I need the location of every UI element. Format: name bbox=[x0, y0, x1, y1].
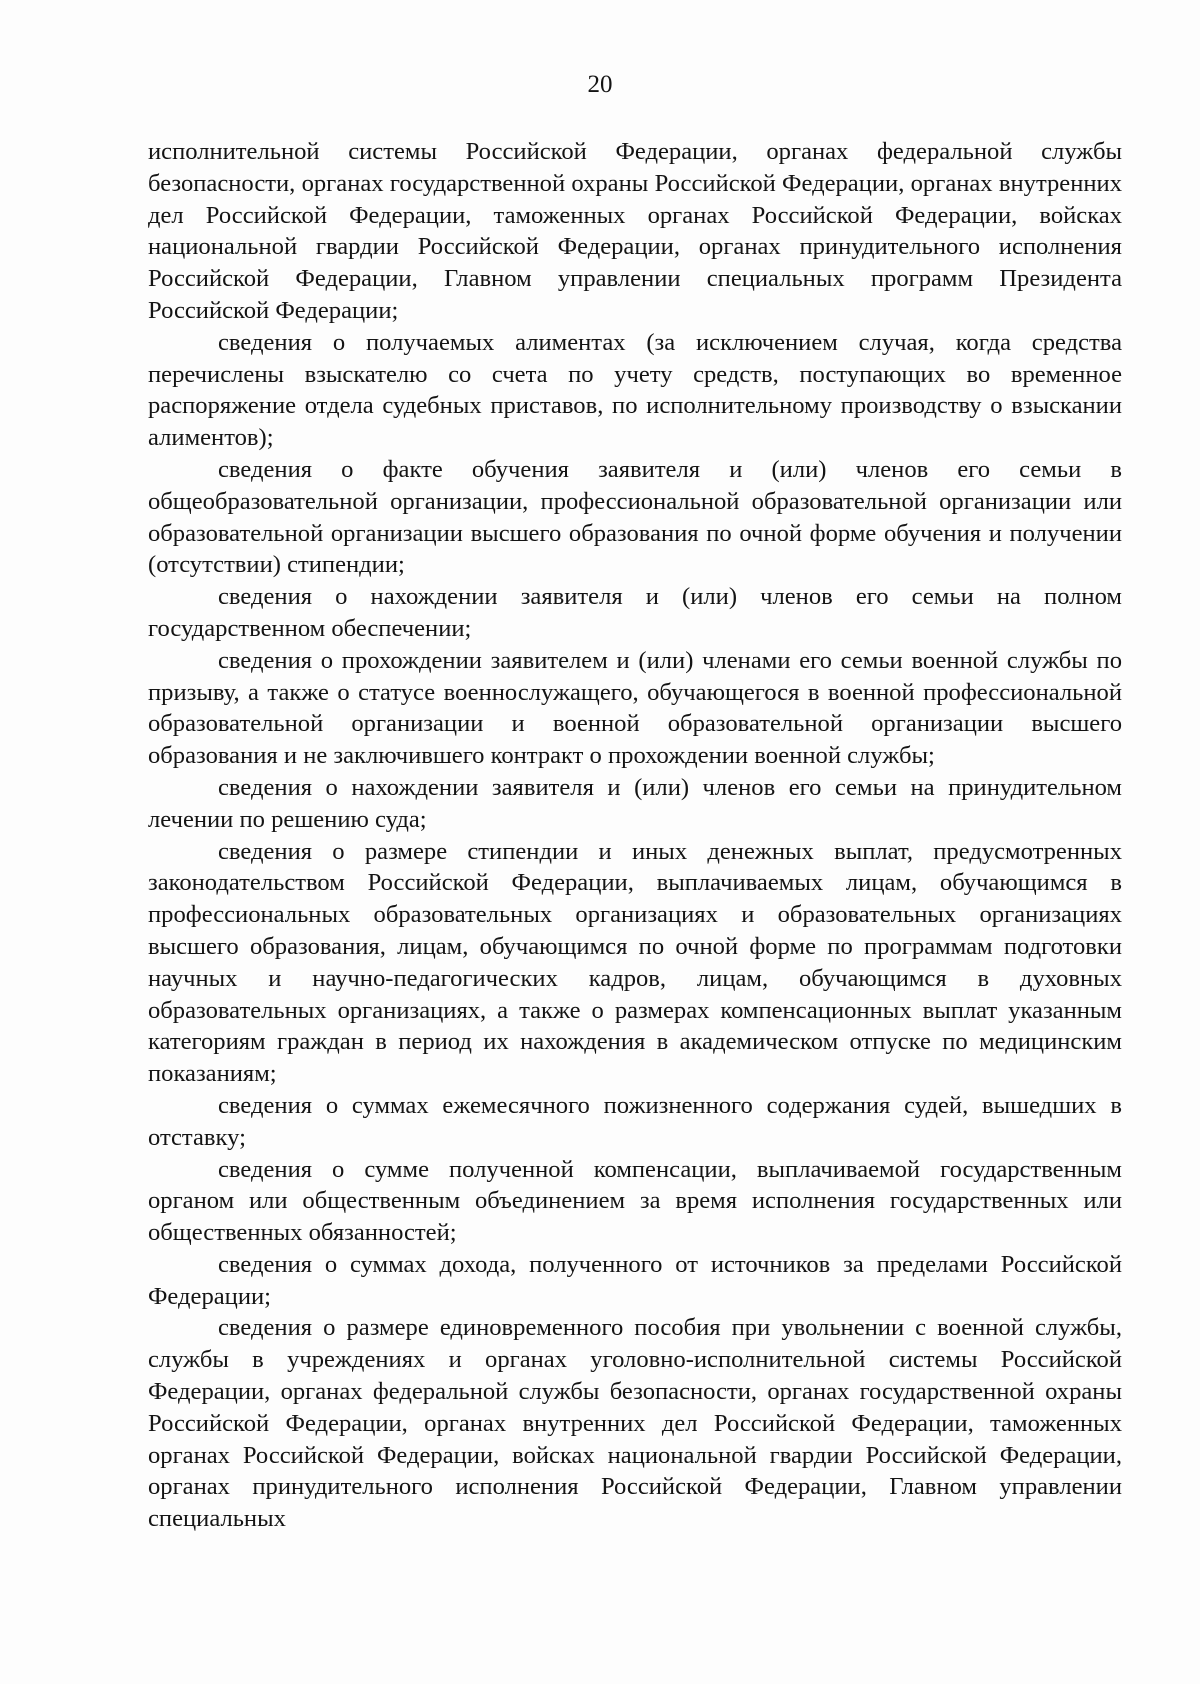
paragraph: сведения о суммах ежемесячного пожизненного содержания судей, вышедших в отставку; bbox=[148, 1091, 1122, 1151]
paragraph: сведения о нахождении заявителя и (или) членов его семьи на принудительном лечении по решению суда; bbox=[148, 773, 1122, 833]
paragraph: сведения о получаемых алиментах (за исключением случая, когда средства перечислены взыскателю со счета по учету средств, поступающих во временное распоряжение отдела судебных приставов, по исполнительному производству о взыскании алиментов); bbox=[148, 328, 1122, 452]
paragraph: сведения о суммах дохода, полученного от источников за пределами Российской Федерации; bbox=[148, 1250, 1122, 1310]
paragraph: сведения о размере стипендии и иных денежных выплат, предусмотренных законодательством Российской Федерации, выплачиваемых лицам, обучающимся в профессиональных образовательных организациях и образовательных организациях высшего образования, лицам, обучающимся по очной форме по программам подготовки научных и научно-педагогических кадров, лицам, обучающимся в духовных образовательных организациях, а также о размерах компенсационных выплат указанным категориям граждан в период их нахождения в академическом отпуске по медицинским показаниям; bbox=[148, 837, 1122, 1088]
paragraph: сведения о сумме полученной компенсации, выплачиваемой государственным органом или общественным объединением за время исполнения государственных или общественных обязанностей; bbox=[148, 1155, 1122, 1247]
paragraph: сведения о нахождении заявителя и (или) членов его семьи на полном государственном обеспечении; bbox=[148, 583, 1122, 642]
paragraph: сведения о прохождении заявителем и (или) членами его семьи военной службы по призыву, а также о статусе военнослужащего, обучающегося в военной профессиональной образовательной организации и военной образовательной организации высшего образования и не заключившего контракт о прохождении военной службы; bbox=[148, 646, 1122, 770]
paragraph: сведения о факте обучения заявителя и (или) членов его семьи в общеобразовательной организации, профессиональной образовательной организации или образовательной организации высшего образования по очной форме обучения и получении (отсутствии) стипендии; bbox=[148, 455, 1122, 579]
document-body bbox=[148, 136, 1122, 1535]
paragraph: исполнительной системы Российской Федерации, органах федеральной службы безопасности, органах государственной охраны Российской Федерации, органах внутренних дел Российской Федерации, таможенных органах Российской Федерации, войсках национальной гвардии Российской Федерации, органах принудительного исполнения Российской Федерации, Главном управлении специальных программ Президента Российской Федерации; bbox=[148, 138, 1122, 324]
page-number: 20 bbox=[587, 71, 613, 98]
paragraph: сведения о размере единовременного пособия при увольнении с военной службы, службы в учреждениях и органах уголовно-исполнительной системы Российской Федерации, органах федеральной службы безопасности, органах государственной охраны Российской Федерации, органах внутренних дел Российской Федерации, таможенных органах Российской Федерации, войсках национальной гвардии Российской Федерации, органах принудительного исполнения Российской Федерации, Главном управлении специальных bbox=[148, 1314, 1122, 1533]
